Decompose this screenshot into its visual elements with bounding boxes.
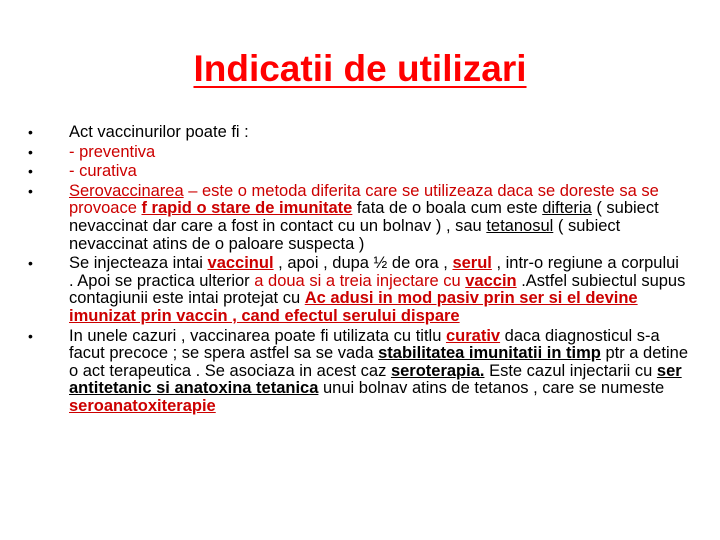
text-segment: Este cazul injectarii cu: [484, 361, 657, 380]
list-item: [28, 255, 688, 325]
text-segment: Se injecteaza intai: [69, 254, 208, 273]
bullet-icon: •: [28, 163, 33, 180]
text-segment: Ac adusi in mod pasiv prin ser si el devine imunizat prin vaccin , cand efectul serului dispare: [69, 289, 638, 325]
text-segment: , intr-o regiune a corpului . Apoi se practica ulterior: [69, 254, 679, 290]
text-segment: ptr a detine o act terapeutica . Se asociaza in acest caz: [69, 344, 689, 380]
text-segment: vaccin: [465, 271, 517, 290]
bullet-icon: •: [28, 182, 33, 199]
bullet-icon: •: [28, 327, 33, 344]
text-segment: seroterapia.: [390, 361, 485, 380]
bullet-icon: •: [28, 255, 33, 272]
text-segment: difteria: [542, 199, 592, 218]
text-segment: a doua si a treia injectare cu: [254, 271, 466, 290]
page-title: Indicatii de utilizari: [193, 48, 527, 89]
text-segment: - preventiva: [69, 142, 156, 161]
list-item: [28, 124, 688, 142]
text-segment: curativ: [445, 326, 501, 345]
text-segment: ( subiect nevaccinat dar care a fost in contact cu un bolnav ) , sau: [69, 199, 659, 235]
text-segment: sa se provoace: [69, 181, 659, 218]
text-segment: ( subiect nevaccinat atins de o paloare suspecta ): [69, 216, 621, 253]
text-segment: daca diagnosticul s-a facut precoce ; se spera astfel sa se vada: [69, 326, 660, 363]
text-segment: vaccinul: [207, 254, 274, 273]
text-segment: Act vaccinurilor poate fi :: [69, 123, 249, 141]
list-item: [28, 183, 688, 253]
text-segment: In unele cazuri , vaccinarea poate fi utilizata cu titlu: [69, 326, 446, 345]
text-segment: .Astfel subiectul supus contagiunii este intai protejat cu: [69, 271, 686, 308]
text-segment: fata de o boala cum este: [352, 199, 543, 218]
text-segment: ser antitetanic si anatoxina tetanica: [69, 361, 682, 398]
text-segment: f rapid o stare de imunitate: [141, 199, 353, 218]
text-segment: stabilitatea imunitatii in timp: [378, 344, 601, 363]
bullet-icon: •: [28, 124, 33, 140]
text-segment: - curativa: [69, 162, 137, 181]
text-segment: Serovaccinarea: [69, 181, 184, 200]
list-item: [28, 328, 688, 416]
list-item: [28, 144, 688, 162]
text-segment: – este o metoda diferita care se utilizeaza daca se doreste: [183, 181, 620, 200]
text-segment: seroanatoxiterapie: [69, 396, 216, 415]
text-segment: tetanosul: [486, 216, 554, 235]
bullet-list: [28, 124, 688, 418]
text-segment: serul: [452, 254, 492, 273]
list-item: [28, 163, 688, 181]
bullet-icon: •: [28, 143, 33, 160]
text-segment: unui bolnav atins de tetanos , care se numeste: [318, 379, 665, 398]
text-segment: , apoi , dupa ½ de ora ,: [273, 254, 453, 273]
